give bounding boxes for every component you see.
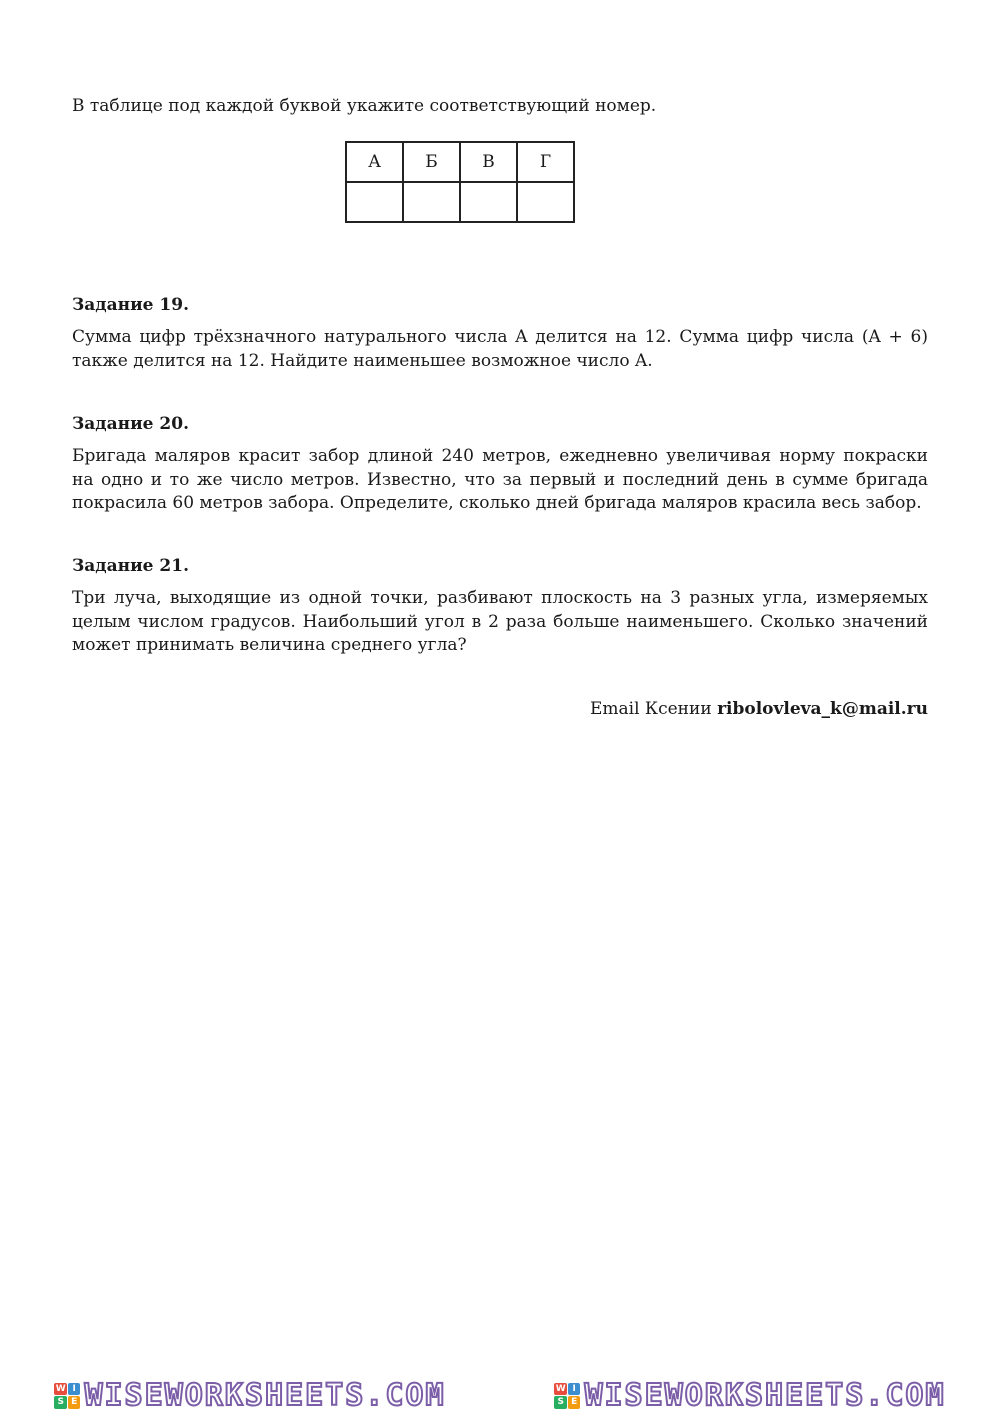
email-label: Email Ксении — [589, 699, 712, 719]
task-20-text — [72, 445, 928, 516]
task-20-line-2: на одно и то же число метров. Известно, что за первый и последний день в сумме бригада — [72, 469, 928, 490]
task-19-line-2: также делится на 12. Найдите наименьшее возможное число A. — [72, 350, 653, 371]
task-21-line-1: Три луча, выходящие из одной точки, разбивают плоскость на 3 разных угла, измеряемых — [72, 588, 928, 608]
task-19-title: Задание 19. — [72, 295, 189, 315]
task-21-line-3: может принимать величина среднего угла? — [72, 635, 467, 655]
answer-header-v: В — [460, 142, 517, 182]
answer-table-input-row — [346, 182, 574, 222]
answer-table — [345, 141, 575, 223]
answer-header-a: А — [346, 142, 403, 182]
instruction-text: В таблице под каждой буквой укажите соответствующий номер. — [72, 96, 657, 116]
answer-cell-a[interactable] — [346, 182, 403, 222]
email-address[interactable]: ribolovleva_k@mail.ru — [717, 699, 928, 719]
answer-header-g: Г — [517, 142, 574, 182]
task-21-title: Задание 21. — [72, 556, 189, 576]
answer-table-header-row — [346, 142, 574, 182]
answer-cell-v[interactable] — [460, 182, 517, 222]
task-20-line-1: Бригада маляров красит забор длиной 240 метров, ежедневно увеличивая норму покраски — [72, 446, 928, 466]
task-20-title: Задание 20. — [72, 414, 189, 434]
footer-watermark — [0, 1378, 1000, 1413]
brand-text: WISEWORKSHEETS.COM — [584, 1378, 946, 1413]
task-20-line-3: покрасила 60 метров забора. Определите, сколько дней бригада маляров красила весь забор. — [72, 493, 922, 513]
brand-text: WISEWORKSHEETS.COM — [84, 1378, 446, 1413]
answer-cell-b[interactable] — [403, 182, 460, 222]
task-21-line-2: целым числом градусов. Наибольший угол в 2 раза больше наименьшего. Сколько значений — [72, 611, 928, 632]
task-19-line-1: Сумма цифр трёхзначного натурального числа A делится на 12. Сумма цифр числа (A + 6) — [72, 327, 928, 347]
brand-logo-2 — [554, 1378, 945, 1413]
task-21-text — [72, 587, 928, 658]
answer-cell-g[interactable] — [517, 182, 574, 222]
brand-logo-icon: W I S E — [554, 1383, 580, 1409]
brand-logo-icon: W I S E — [54, 1383, 80, 1409]
answer-header-b: Б — [403, 142, 460, 182]
task-19-text — [72, 326, 928, 373]
brand-logo-1 — [54, 1378, 445, 1413]
author-email — [590, 698, 928, 721]
